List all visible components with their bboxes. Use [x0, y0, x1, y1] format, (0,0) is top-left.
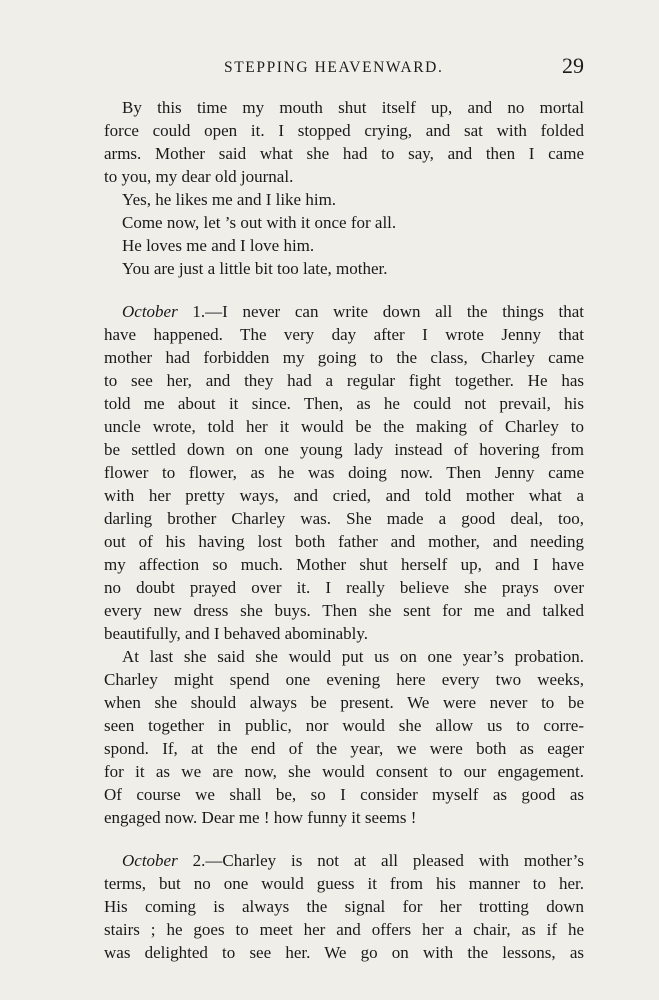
text-line: engaged now. Dear me ! how funny it seems ! — [104, 808, 417, 827]
paragraph — [104, 211, 584, 234]
text-line: be settled down on one young lady instead of hovering from — [104, 440, 584, 459]
text-line — [104, 849, 584, 872]
text-line: when she should always be present. We were never to be — [104, 693, 584, 712]
entry-date: October — [122, 302, 178, 321]
text-line: beautifully, and I behaved abominably. — [104, 624, 369, 643]
paragraph — [104, 96, 584, 188]
text-line: have happened. The very day after I wrote Jenny that — [104, 325, 584, 344]
text-line: His coming is always the signal for her trotting down — [104, 897, 584, 916]
text-line: flower to flower, as he was doing now. Then Jenny came — [104, 463, 584, 482]
text-line: seen together in public, nor would she allow us to corre- — [104, 716, 584, 735]
text-line: for it as we are now, she would consent to our engagement. — [104, 762, 584, 781]
paragraph — [104, 645, 584, 829]
text-line: every new dress she buys. Then she sent for me and talked — [104, 601, 584, 620]
text-line: He loves me and I love him. — [122, 236, 315, 255]
entry-date: October — [122, 851, 178, 870]
text-line: stairs ; he goes to meet her and offers her a chair, as if he — [104, 920, 584, 939]
running-title: STEPPING HEAVENWARD. — [224, 59, 444, 76]
journal-entry — [104, 849, 584, 964]
text-line: with her pretty ways, and cried, and told mother what a — [104, 486, 584, 505]
text-line: arms. Mother said what she had to say, and then I came — [104, 144, 584, 163]
text-line: spond. If, at the end of the year, we were both as eager — [104, 739, 584, 758]
text-line: darling brother Charley was. She made a good deal, too, — [104, 509, 584, 528]
text-line: You are just a little bit too late, mother. — [122, 259, 388, 278]
text-line: told me about it since. Then, as he could not prevail, his — [104, 394, 584, 413]
text-line: to see her, and they had a regular fight together. He has — [104, 371, 584, 390]
paragraph — [104, 188, 584, 211]
text-line: At last she said she would put us on one year’s probation. — [122, 647, 584, 666]
text-line: Of course we shall be, so I consider myself as good as — [104, 785, 584, 804]
text-line: to you, my dear old journal. — [104, 167, 294, 186]
text-line: force could open it. I stopped crying, and sat with folded — [104, 121, 584, 140]
page-number: 29 — [562, 53, 584, 78]
text-line: By this time my mouth shut itself up, and no mortal — [122, 98, 584, 117]
body-text — [104, 96, 584, 964]
text-line: Charley might spend one evening here every two weeks, — [104, 670, 584, 689]
text-line: out of his having lost both father and mother, and needing — [104, 532, 584, 551]
text-line: Yes, he likes me and I like him. — [122, 190, 337, 209]
text-line: Come now, let ’s out with it once for all. — [122, 213, 397, 232]
text-line: no doubt prayed over it. I really believe she prays over — [104, 578, 584, 597]
text-line: was delighted to see her. We go on with the lessons, as — [104, 943, 584, 962]
text-line: uncle wrote, told her it would be the making of Charley to — [104, 417, 584, 436]
paragraph-gap — [104, 829, 584, 849]
journal-entry — [104, 300, 584, 645]
text-line: terms, but no one would guess it from his manner to her. — [104, 874, 584, 893]
text-fragment: 1.—I never can write down all the things that — [177, 302, 584, 321]
paragraph-gap — [104, 280, 584, 300]
text-line: mother had forbidden my going to the class, Charley came — [104, 348, 584, 367]
running-head — [104, 53, 584, 79]
paragraph — [104, 234, 584, 257]
text-line — [104, 300, 584, 323]
text-line: my affection so much. Mother shut herself up, and I have — [104, 555, 584, 574]
paragraph — [104, 257, 584, 280]
text-fragment: 2.—Charley is not at all pleased with mother’s — [177, 851, 584, 870]
